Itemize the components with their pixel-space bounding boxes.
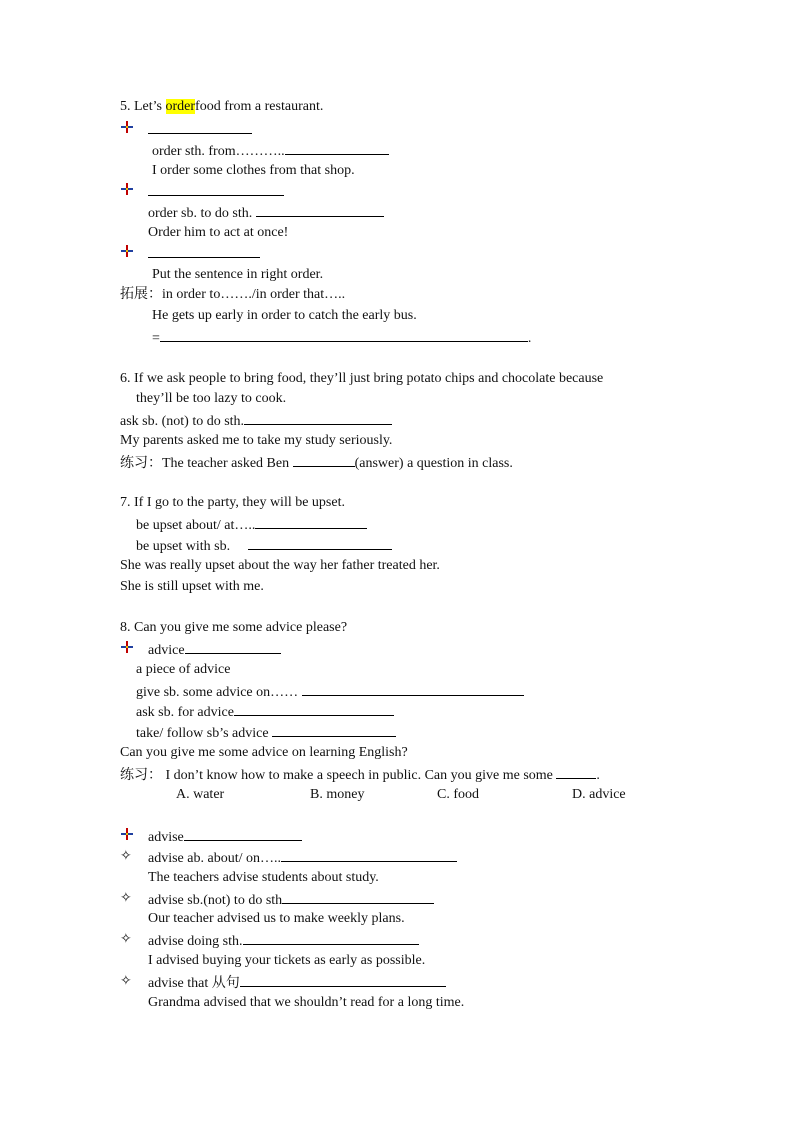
s8-text-2: advice	[148, 643, 185, 658]
s8-ex-text: I don’t know how to make a speech in public. Can you give me some	[165, 768, 553, 783]
s5-blank-6[interactable]	[160, 328, 528, 342]
s5-blank-2[interactable]	[285, 141, 389, 155]
option-a[interactable]: A. water	[176, 787, 225, 802]
advise-text-1: advise	[148, 830, 184, 845]
advise-text-2: advise ab. about/ on…..	[148, 851, 281, 866]
s8-exercise	[120, 765, 600, 782]
s5-post: food from a restaurant.	[195, 99, 324, 114]
s7-line-5: She is still upset with me.	[120, 579, 264, 594]
s6-line-4: My parents asked me to take my study seriously.	[120, 433, 393, 448]
option-c[interactable]: C. food	[437, 787, 479, 802]
diamond-icon: ✧	[120, 890, 132, 906]
s6-text-3: ask sb. (not) to do sth.	[120, 414, 245, 429]
s5-highlight-order: order	[165, 99, 196, 114]
s7-blank-1[interactable]	[255, 515, 367, 529]
diamond-icon: ✧	[120, 973, 132, 989]
s5-text-2: order sth. from………..	[152, 144, 285, 159]
s6-exercise	[120, 453, 513, 470]
s5-extension	[120, 286, 345, 303]
s8-blank-3[interactable]	[234, 702, 394, 716]
advise-line-8	[148, 973, 446, 990]
s7-text-3: be upset with sb.	[136, 539, 231, 554]
s7-line-2	[136, 515, 367, 532]
s7-text-2: be upset about/ at…..	[136, 518, 256, 533]
s8-text-4: give sb. some advice on……	[136, 685, 299, 700]
arrow-bullet-icon	[120, 120, 134, 134]
advise-line-7: I advised buying your tickets as early as possible.	[148, 953, 426, 968]
s6-line-1: 6. If we ask people to bring food, they’ll just bring potato chips and chocolate because	[120, 371, 604, 386]
arrow-bullet-icon	[120, 640, 134, 654]
s8-line-3: a piece of advice	[136, 662, 231, 677]
s5-blank-4[interactable]	[256, 203, 384, 217]
exercise-label: 练习：	[120, 456, 162, 471]
advise-blank-2[interactable]	[281, 848, 457, 862]
s5-line-11	[152, 328, 531, 345]
s7-blank-2[interactable]	[248, 536, 392, 550]
s8-line-5	[136, 702, 394, 719]
advise-line-3: The teachers advise students about study.	[148, 870, 379, 885]
s5-line-3: I order some clothes from that shop.	[152, 163, 355, 178]
s8-blank-1[interactable]	[185, 640, 281, 654]
arrow-bullet-icon	[120, 244, 134, 258]
period: .	[596, 768, 600, 783]
s8-line-1: 8. Can you give me some advice please?	[120, 620, 348, 635]
advise-text-6: advise doing sth.	[148, 934, 243, 949]
s5-line-2	[152, 141, 389, 158]
s5-text-5: order sb. to do sth.	[148, 206, 253, 221]
s6-blank-1[interactable]	[244, 411, 392, 425]
arrow-bullet-icon	[120, 827, 134, 841]
s5-line-1	[120, 98, 323, 115]
s8-line-4	[136, 682, 524, 699]
advise-line-9: Grandma advised that we shouldn’t read for a long time.	[148, 995, 465, 1010]
s6-ex-post: (answer) a question in class.	[354, 456, 513, 471]
s8-blank-2[interactable]	[302, 682, 524, 696]
s6-ex-blank[interactable]	[293, 453, 355, 467]
option-b[interactable]: B. money	[310, 787, 365, 802]
advise-line-6	[148, 931, 419, 948]
advise-line-4	[148, 890, 434, 907]
s5-line-5	[148, 203, 384, 220]
advise-blank-5[interactable]	[240, 973, 446, 987]
s5-number: 5.	[120, 99, 131, 114]
s5-blank-3[interactable]	[148, 182, 284, 199]
exercise-label: 练习：	[120, 768, 162, 783]
advise-text-4: advise sb.(not) to do sth	[148, 893, 283, 908]
s5-blank-5[interactable]	[148, 244, 260, 261]
s7-line-4: She was really upset about the way her father treated her.	[120, 558, 440, 573]
diamond-icon: ✧	[120, 848, 132, 864]
advise-line-5: Our teacher advised us to make weekly plans.	[148, 911, 405, 926]
s8-line-2	[148, 640, 281, 657]
s8-blank-4[interactable]	[272, 723, 396, 737]
option-d[interactable]: D. advice	[572, 787, 626, 802]
advise-line-1	[148, 827, 302, 844]
ext-text: in order to……./in order that…..	[162, 287, 346, 302]
s6-line-2: they’ll be too lazy to cook.	[136, 391, 287, 406]
diamond-icon: ✧	[120, 931, 132, 947]
advise-text-8: advise that 从句	[148, 976, 240, 991]
advise-line-2	[148, 848, 457, 865]
s8-line-6	[136, 723, 396, 740]
s8-text-6: take/ follow sb’s advice	[136, 726, 269, 741]
s6-ex-pre: The teacher asked Ben	[162, 456, 290, 471]
advise-blank-1[interactable]	[184, 827, 302, 841]
s5-blank-1[interactable]	[148, 120, 252, 137]
arrow-bullet-icon	[120, 182, 134, 196]
period: .	[527, 331, 532, 346]
advise-blank-4[interactable]	[243, 931, 419, 945]
s5-pre: Let’s	[134, 99, 162, 114]
s7-line-3	[136, 536, 392, 553]
s5-line-10: He gets up early in order to catch the early bus.	[152, 308, 417, 323]
s7-line-1: 7. If I go to the party, they will be upset.	[120, 495, 345, 510]
s8-ex-blank[interactable]	[556, 765, 596, 779]
advise-blank-3[interactable]	[282, 890, 434, 904]
s5-line-6: Order him to act at once!	[148, 225, 289, 240]
s8-text-5: ask sb. for advice	[136, 705, 234, 720]
equals-sign: =	[152, 331, 160, 346]
s8-line-7: Can you give me some advice on learning English?	[120, 745, 408, 760]
ext-label: 拓展：	[120, 287, 162, 302]
s6-line-3	[120, 411, 392, 428]
s5-line-8: Put the sentence in right order.	[152, 267, 324, 282]
